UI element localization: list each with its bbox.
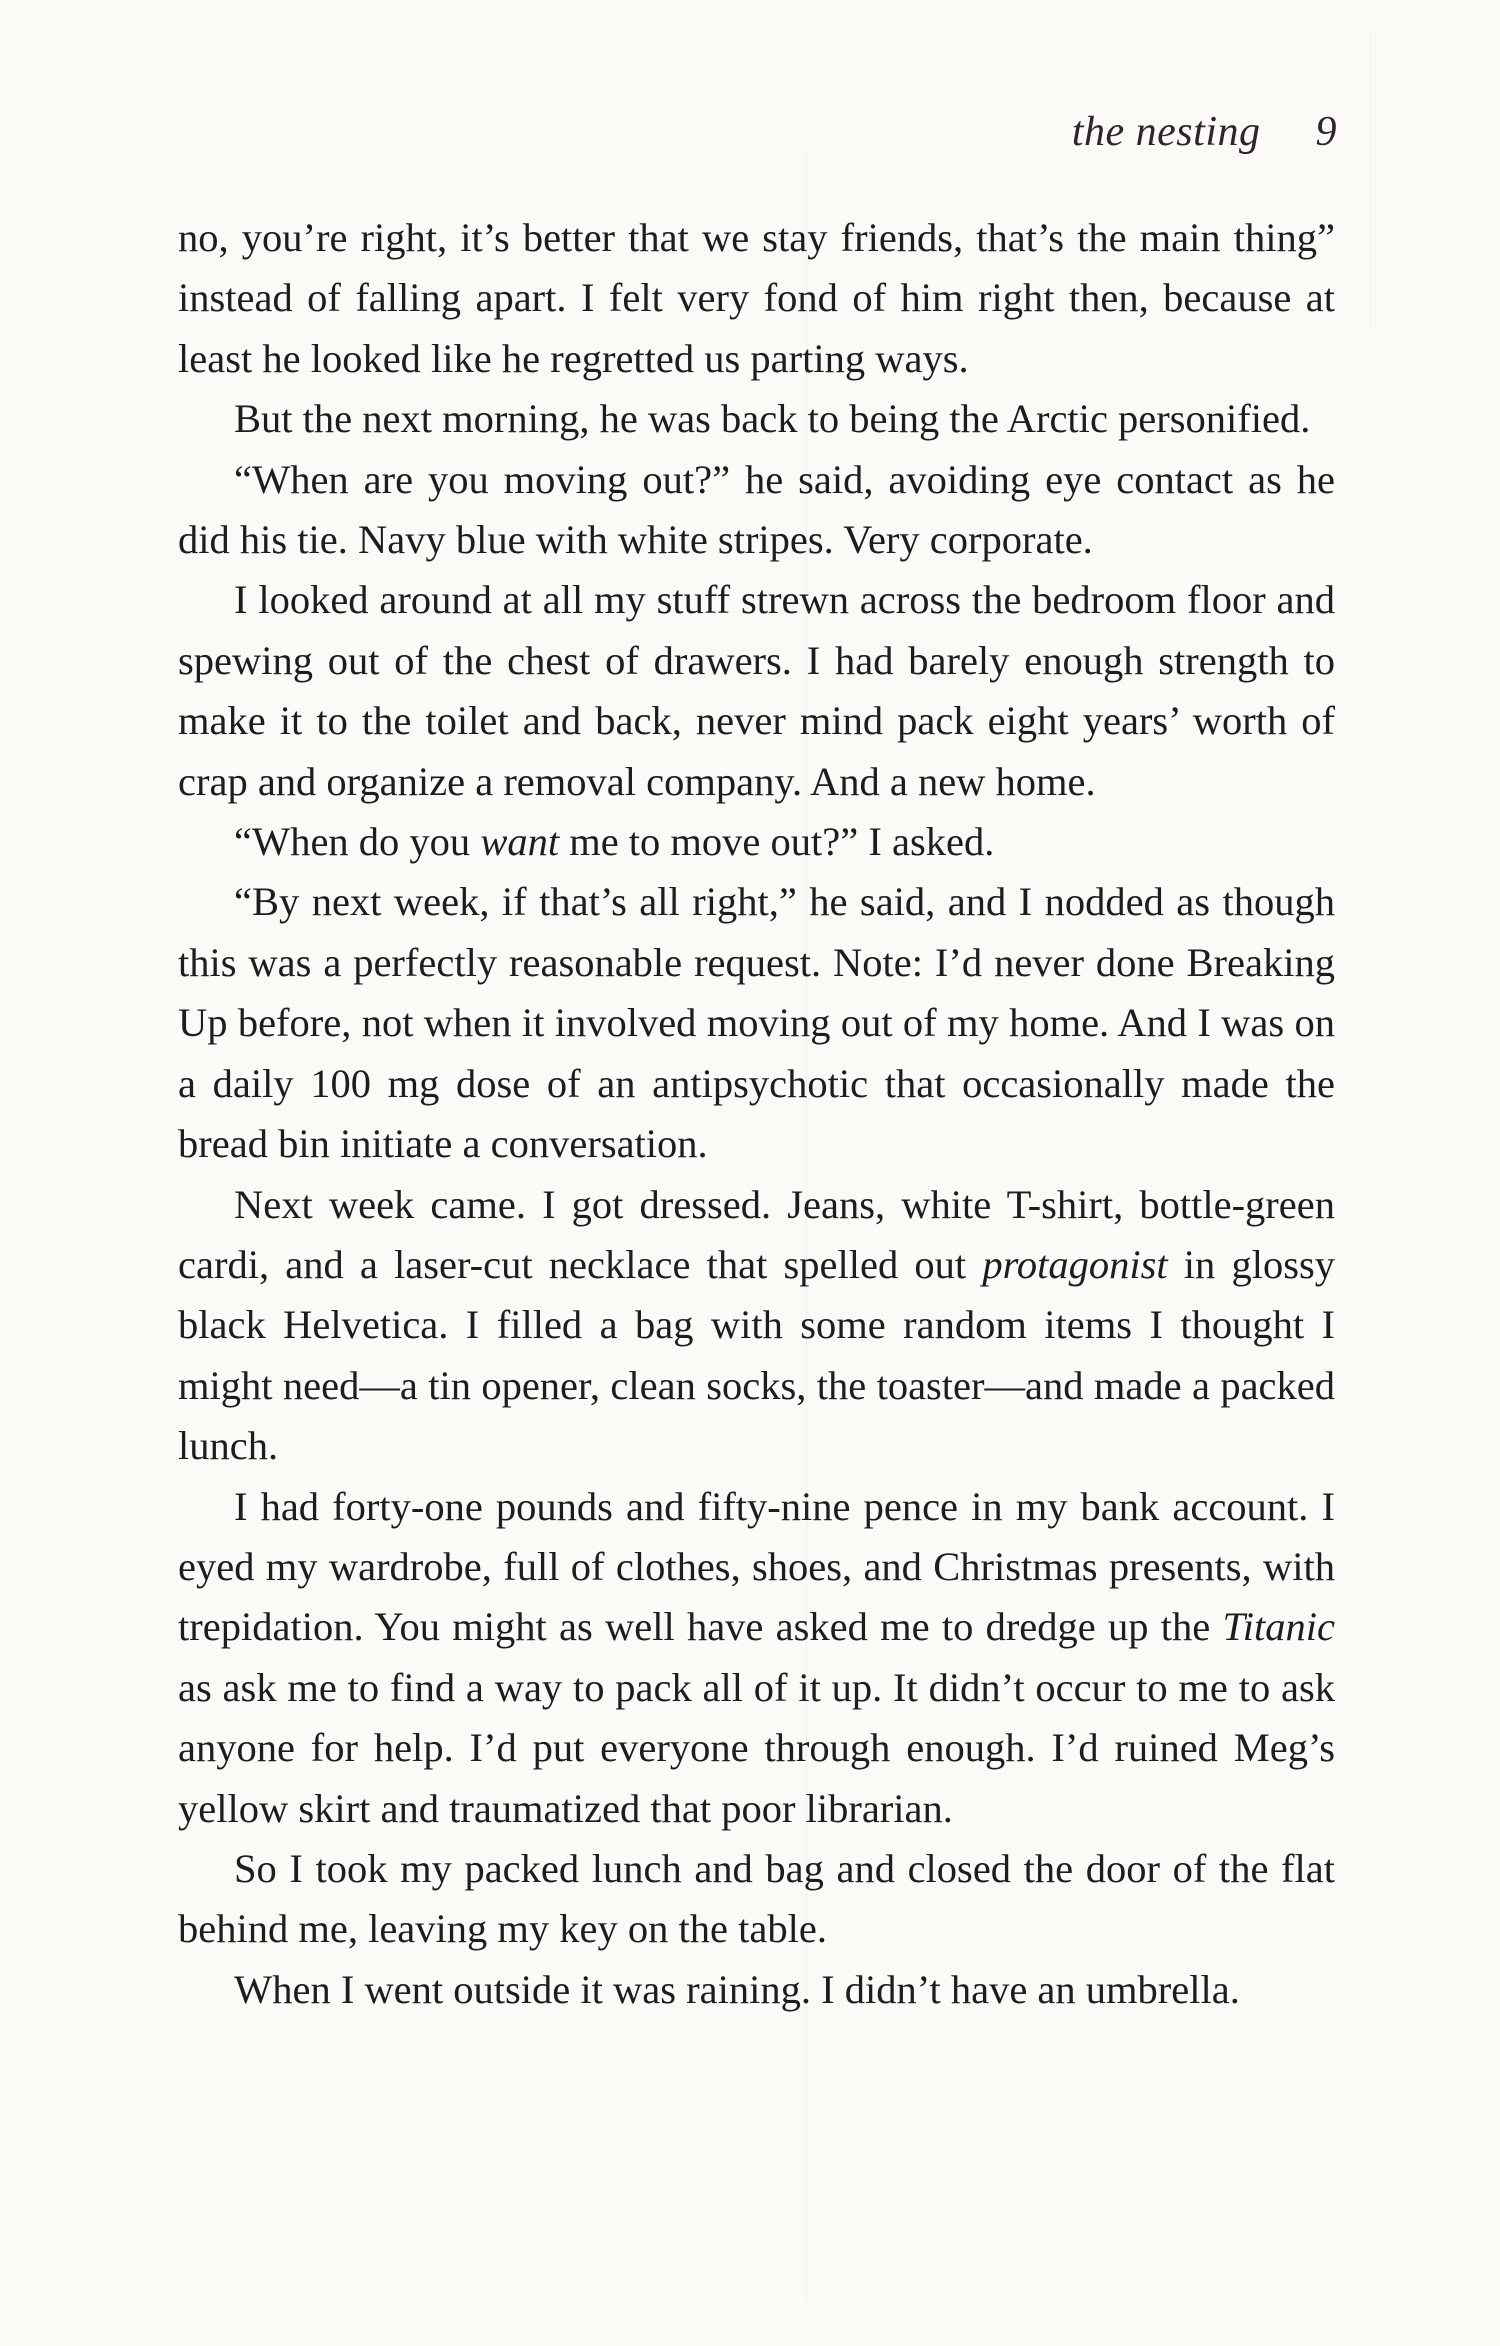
paragraph-5-pre: “When do you xyxy=(234,819,481,865)
paragraph-6: “By next week, if that’s all right,” he said, and I nodded as though this was a perfectly reasonable request. Note: I’d never done Breaking Up before, not when it involved moving out of my home. And I was on a daily 100 mg dose of an antipsychotic that occasionally made the bread bin initiate a conversation. xyxy=(178,879,1335,1167)
paragraph-8-pre: I had forty-one pounds and fifty-nine pence in my bank account. I eyed my wardrobe, full of clothes, shoes, and Christmas presents, with trepidation. You might as well have asked me to dredge up the xyxy=(178,1483,1335,1650)
paragraph-8 xyxy=(178,1477,1335,1839)
body-text xyxy=(178,208,1335,2020)
paragraph-1: no, you’re right, it’s better that we stay friends, that’s the main thing” instead of falling apart. I felt very fond of him right then, because at least he looked like he regretted us parting ways. xyxy=(178,215,1335,381)
paragraph-3: “When are you moving out?” he said, avoiding eye contact as he did his tie. Navy blue with white stripes. Very corporate. xyxy=(178,456,1335,563)
paragraph-7-pre: Next week came. I got dressed. Jeans, white T-shirt, bottle-green cardi, and a laser-cut necklace that spelled out xyxy=(178,1181,1335,1287)
paragraph-7-emphasis: protagonist xyxy=(982,1241,1168,1287)
paragraph-8-emphasis: Titanic xyxy=(1222,1604,1335,1650)
scan-shadow-line xyxy=(1370,30,1371,330)
paragraph-7 xyxy=(178,1175,1335,1477)
page-number: 9 xyxy=(1315,109,1337,155)
running-head xyxy=(1072,108,1337,156)
paragraph-2: But the next morning, he was back to being the Arctic personified. xyxy=(234,396,1311,442)
paragraph-10: When I went outside it was raining. I didn’t have an umbrella. xyxy=(234,1966,1240,2012)
paragraph-5-emphasis: want xyxy=(480,819,560,865)
paragraph-5-post: me to move out?” I asked. xyxy=(559,819,995,865)
paragraph-5 xyxy=(178,812,1335,872)
paragraph-9: So I took my packed lunch and bag and closed the door of the flat behind me, leaving my key on the table. xyxy=(178,1845,1335,1952)
paragraph-4: I looked around at all my stuff strewn across the bedroom floor and spewing out of the chest of drawers. I had barely enough strength to make it to the toilet and back, never mind pack eight years’ worth of crap and organize a removal company. And a new home. xyxy=(178,577,1335,804)
paragraph-7-post: in glossy black Helvetica. I filled a bag with some random items I thought I might need—a tin opener, clean socks, the toaster—and made a packed lunch. xyxy=(178,1241,1335,1469)
chapter-title: the nesting xyxy=(1071,109,1261,155)
paragraph-8-post: as ask me to find a way to pack all of it up. It didn’t occur to me to ask anyone for help. I’d put everyone through enough. I’d ruined Meg’s yellow skirt and traumatized that poor librarian. xyxy=(178,1664,1335,1831)
scan-shadow-line xyxy=(806,150,807,2300)
